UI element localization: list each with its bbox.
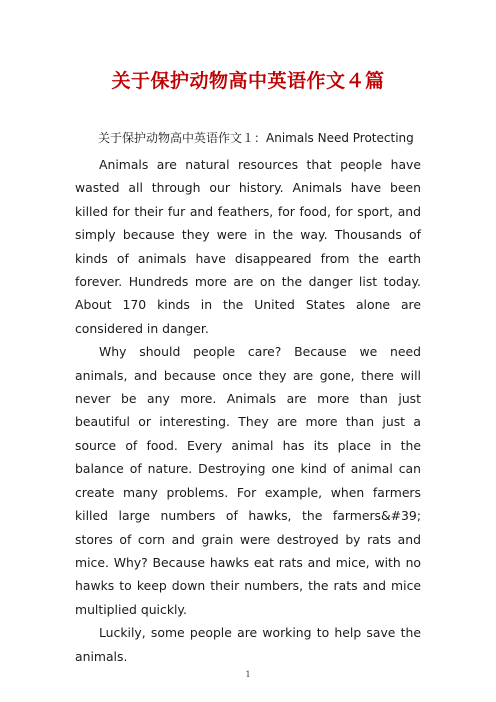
essay-body	[75, 153, 421, 668]
document-title: 关于保护动物高中英语作文４篇	[111, 70, 385, 92]
paragraph: Why should people care? Because we need animals, and because once they are gone, there will never be any more. Animals are more than just beautiful or interesting. They are more than just a source of food. Every animal has its place in the balance of nature. Destroying one kind of animal can create many problems. For example, when farmers killed large numbers of hawks, the farmers&#39; stores of corn and grain were destroyed by rats and mice. Why? Because hawks eat rats and mice, with no hawks to keep down their numbers, the rats and mice multiplied quickly.	[75, 344, 421, 617]
paragraph: Animals are natural resources that people have wasted all through our history. Animals have been killed for their fur and feathers, for food, for sport, and simply because they were in the way. Thousands of kinds of animals have disappeared from the earth forever. Hundreds more are on the danger list today. About 170 kinds in the United States alone are considered in danger.	[75, 157, 421, 336]
paragraph: Luckily, some people are working to help save the animals.	[75, 625, 421, 664]
page-number: 1	[245, 670, 251, 679]
essay-subtitle: 关于保护动物高中英语作文１：Animals Need Protecting	[98, 131, 414, 145]
